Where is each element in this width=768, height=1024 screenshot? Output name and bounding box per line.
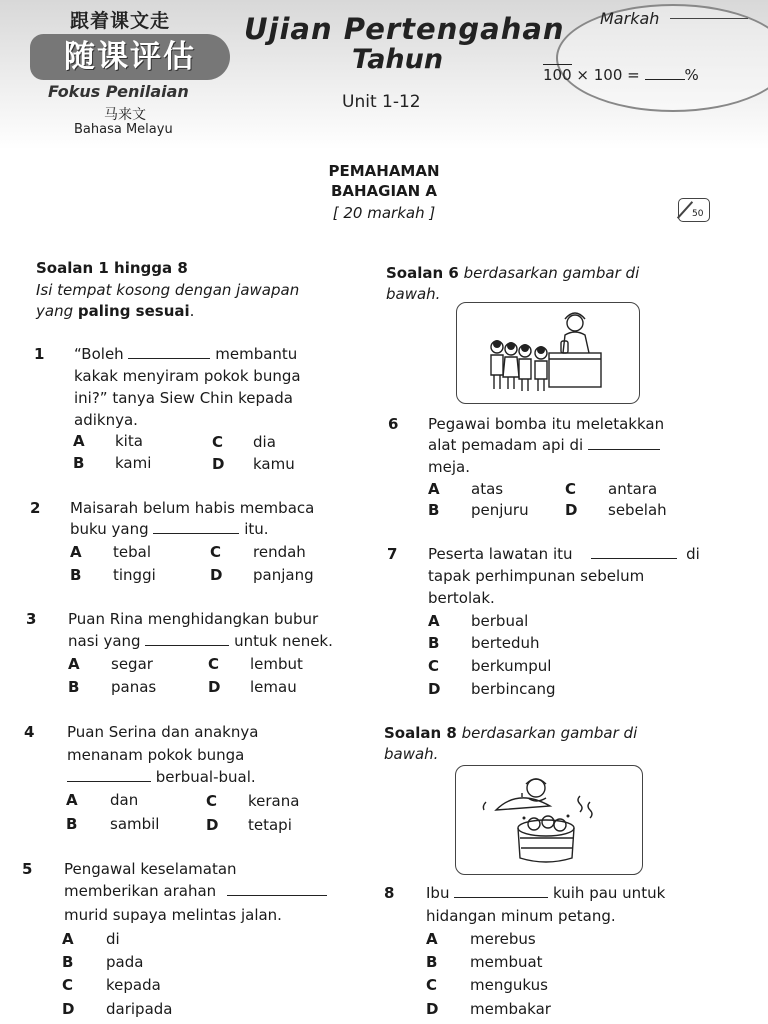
option-letter[interactable]: C [208, 655, 220, 673]
answer-blank[interactable] [153, 519, 239, 534]
question-text: Ibu kuih pau untuk [426, 884, 666, 902]
option-letter[interactable]: C [426, 976, 438, 994]
answer-blank[interactable] [591, 544, 677, 559]
question-8-picture [455, 765, 643, 875]
option-text[interactable]: panjang [253, 566, 314, 584]
section-marks: [ 20 markah ] [332, 204, 436, 222]
markah-label: Markah [600, 9, 660, 28]
formula-percent: % [684, 66, 699, 84]
option-text[interactable]: berbincang [471, 680, 556, 698]
option-text[interactable]: kerana [248, 792, 300, 810]
percentage-formula [543, 66, 699, 84]
option-text[interactable]: tebal [113, 543, 151, 561]
instruction-line1: Isi tempat kosong dengan jawapan [36, 281, 300, 299]
option-letter[interactable]: B [68, 678, 80, 696]
option-text[interactable]: lemau [250, 678, 297, 696]
option-letter[interactable]: D [62, 1000, 75, 1018]
option-letter[interactable]: A [62, 930, 74, 948]
option-letter[interactable]: B [66, 815, 78, 833]
question-number: 6 [388, 415, 399, 433]
option-text[interactable]: membuat [470, 953, 543, 971]
question-text: Pengawal keselamatan [64, 860, 237, 878]
option-text[interactable]: kamu [253, 455, 295, 473]
option-letter[interactable]: B [428, 501, 440, 519]
option-text[interactable]: berteduh [471, 634, 540, 652]
question-text: “Boleh membantu [74, 345, 298, 363]
option-letter[interactable]: D [208, 678, 221, 696]
option-letter[interactable]: A [428, 612, 440, 630]
option-text[interactable]: merebus [470, 930, 536, 948]
question-text: tapak perhimpunan sebelum [428, 567, 645, 585]
option-text[interactable]: dan [110, 791, 139, 809]
brand-logo: 随课评估 [30, 34, 230, 80]
option-letter[interactable]: A [66, 791, 78, 809]
picture-instruction-q8-line2: bawah. [384, 745, 439, 763]
option-text[interactable]: berbual [471, 612, 529, 630]
section-title: PEMAHAMAN [328, 162, 440, 180]
question-text: murid supaya melintas jalan. [64, 906, 282, 924]
option-letter[interactable]: C [206, 792, 218, 810]
picture-instruction-q8: Soalan 8 berdasarkan gambar di [384, 724, 638, 742]
brand-chinese-tagline: 跟着课文走 [70, 10, 171, 32]
subject-chinese: 马来文 [104, 107, 146, 123]
instruction-line2: yang paling sesuai. [36, 302, 195, 320]
question-text: ini?” tanya Siew Chin kepada [74, 389, 293, 407]
firefighter-illustration [457, 303, 639, 403]
exam-title: Ujian Pertengahan [244, 12, 565, 46]
question-text: Maisarah belum habis membaca [70, 499, 315, 517]
option-letter[interactable]: D [212, 455, 225, 473]
option-text[interactable]: sebelah [608, 501, 667, 519]
question-text: adiknya. [74, 411, 138, 429]
question-text: menanam pokok bunga [67, 746, 245, 764]
option-letter[interactable]: D [210, 566, 223, 584]
instruction-range: Soalan 1 hingga 8 [36, 259, 188, 277]
answer-blank[interactable] [227, 881, 327, 896]
option-text[interactable]: panas [111, 678, 157, 696]
question-text: Peserta lawatan itu di [428, 545, 700, 563]
question-number: 2 [30, 499, 41, 517]
option-text[interactable]: rendah [253, 543, 306, 561]
option-text[interactable]: pada [106, 953, 144, 971]
answer-blank[interactable] [588, 435, 660, 450]
option-text[interactable]: berkumpul [471, 657, 552, 675]
option-letter[interactable]: C [212, 433, 224, 451]
option-letter[interactable]: D [426, 1000, 439, 1018]
option-letter[interactable]: B [62, 953, 74, 971]
question-text: memberikan arahan [64, 880, 327, 902]
option-text[interactable]: penjuru [471, 501, 529, 519]
option-letter[interactable]: B [73, 454, 85, 472]
formula-multiply: × 100 = [576, 66, 640, 84]
answer-blank[interactable] [145, 631, 229, 646]
option-text[interactable]: atas [471, 480, 504, 498]
question-number: 5 [22, 860, 33, 878]
picture-instruction-q6: Soalan 6 berdasarkan gambar di [386, 264, 640, 282]
option-letter[interactable]: C [428, 657, 440, 675]
question-text: Puan Rina menghidangkan bubur [68, 610, 319, 628]
question-number: 3 [26, 610, 37, 628]
option-text[interactable]: membakar [470, 1000, 551, 1018]
question-number: 7 [387, 545, 398, 563]
option-text[interactable]: sambil [110, 815, 160, 833]
option-letter[interactable]: D [428, 680, 441, 698]
option-letter[interactable]: B [426, 953, 438, 971]
option-text[interactable]: tetapi [248, 816, 292, 834]
question-text: Puan Serina dan anaknya [67, 723, 259, 741]
subject-name: Bahasa Melayu [74, 122, 173, 137]
option-text[interactable]: lembut [250, 655, 303, 673]
answer-blank[interactable] [128, 344, 210, 359]
option-text[interactable]: antara [608, 480, 658, 498]
option-letter[interactable]: B [428, 634, 440, 652]
unit-range: Unit 1-12 [342, 92, 421, 112]
option-text[interactable]: daripada [106, 1000, 173, 1018]
option-text[interactable]: kami [115, 454, 152, 472]
option-text[interactable]: tinggi [113, 566, 156, 584]
question-text: kakak menyiram pokok bunga [74, 367, 301, 385]
question-text: buku yang itu. [70, 520, 269, 538]
option-text[interactable]: mengukus [470, 976, 548, 994]
question-text: berbual-bual. [67, 766, 256, 788]
percentage-blank[interactable] [645, 67, 685, 80]
option-letter[interactable]: A [68, 655, 80, 673]
question-number: 4 [24, 723, 35, 741]
question-text: alat pemadam api di [428, 434, 660, 456]
exam-title-line2: Tahun [352, 44, 444, 75]
picture-instruction-q6-line2: bawah. [386, 285, 441, 303]
question-number: 1 [34, 345, 45, 363]
section-part: BAHAGIAN A [330, 182, 438, 200]
option-text[interactable]: kita [115, 432, 143, 450]
brand-subtitle: Fokus Penilaian [48, 82, 189, 101]
option-text[interactable]: di [106, 930, 120, 948]
question-text: bertolak. [428, 589, 495, 607]
formula-denominator: 100 [543, 66, 572, 84]
question-text: hidangan minum petang. [426, 907, 616, 925]
question-6-picture [456, 302, 640, 404]
score-total: 50 [692, 209, 704, 219]
answer-blank[interactable] [67, 767, 151, 782]
option-letter[interactable]: C [565, 480, 577, 498]
option-text[interactable]: dia [253, 433, 276, 451]
question-text: Pegawai bomba itu meletakkan [428, 415, 665, 433]
option-letter[interactable]: A [426, 930, 438, 948]
markah-blank-line [670, 18, 748, 19]
question-text: meja. [428, 458, 470, 476]
option-letter[interactable]: D [565, 501, 578, 519]
option-letter[interactable]: D [206, 816, 219, 834]
question-text: nasi yang untuk nenek. [68, 632, 333, 650]
option-letter[interactable]: B [70, 566, 82, 584]
option-letter[interactable]: C [62, 976, 74, 994]
option-letter[interactable]: C [210, 543, 222, 561]
answer-blank[interactable] [454, 883, 548, 898]
option-letter[interactable]: A [73, 432, 85, 450]
option-text[interactable]: segar [111, 655, 153, 673]
option-text[interactable]: kepada [106, 976, 161, 994]
question-number: 8 [384, 884, 395, 902]
option-letter[interactable]: A [70, 543, 82, 561]
option-letter[interactable]: A [428, 480, 440, 498]
steamer-illustration [456, 766, 642, 874]
